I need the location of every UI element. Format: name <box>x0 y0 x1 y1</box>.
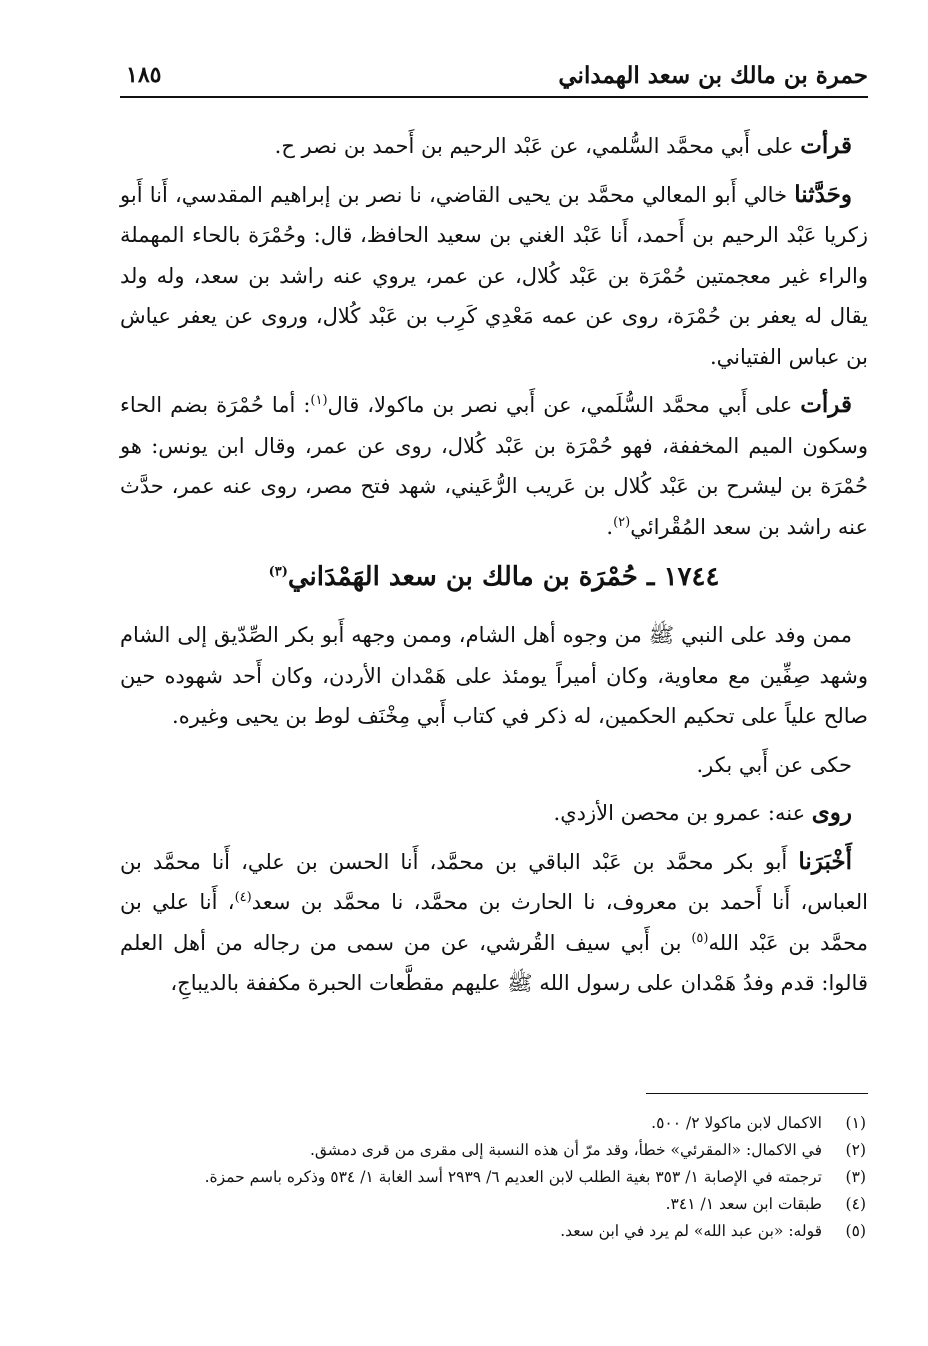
paragraph-4 <box>120 615 868 737</box>
keyword-qaraat: قرأت <box>800 132 852 159</box>
paragraph-5 <box>120 745 868 786</box>
footnote-number: (٤) <box>845 1195 866 1213</box>
paragraph-2-text: خالي أَبو المعالي محمَّد بن يحيى القاضي، نا نصر بن إبراهيم المقدسي، أَنا أَبو زكريا عَبْد الرحيم بن أَحمد، أَنا عَبْد الغني بن سعيد الحافظ، قال: وحُمْرَة بالحاء المهملة والراء غير معجمتين حُمْرَة بن عَبْد كُلال، عن عمر، يروي عنه راشد بن سعد، وله ولد يقال له يعفر بن حُمْرَة، روى عن عمه مَعْدِي كَرِب بن عَبْد كُلال، وروى عن يعفر عياش بن عباس الفتياني. <box>120 182 868 369</box>
footnote-text: في الاكمال: «المقرئي» خطأ، وقد مرّ أن هذه النسبة إلى مقرى من قرى دمشق. <box>309 1141 822 1159</box>
paragraph-3 <box>120 385 868 547</box>
footnotes <box>120 1110 866 1245</box>
paragraph-3-text-b: : أما حُمْرَة بضم الحاء وسكون الميم المخففة، فهو حُمْرَة بن عَبْد كُلال، روى عن عمر، وقال ابن يونس: هو حُمْرَة بن ليشرح بن عَبْد كُلال بن عَريب الرُّعَيني، شهد فتح مصر، روى عنه عمر، حدَّث عنه راشد بن سعد المُقْرائي <box>120 393 868 539</box>
keyword-haddathana: وحَدَّثنا <box>794 180 852 208</box>
paragraph-6 <box>120 793 868 834</box>
running-title: حمرة بن مالك بن سعد الهمداني <box>558 62 868 89</box>
paragraph-4-text: ممن وفد على النبي ﷺ من وجوه أهل الشام، وممن وجهه أَبو بكر الصِّدّيق إلى الشام وشهد صِفِّين مع معاوية، وكان أميراً يومئذ على هَمْدان الأردن، وكان أَحد شهوده حين صالح علياً على تحكيم الحكمين، له ذكر في كتاب أَبي مِخْنَف لوط بن يحيى وغيره. <box>120 623 868 728</box>
paragraph-7-text-c: بن أَبي سيف القُرشي، عن من سمى من رجاله من أهل العلم قالوا: قدم وفدُ هَمْدان على رسول الله ﷺ عليهم مقطَّعات الحبرة مكففة بالديباجِ، <box>120 930 868 995</box>
footnote-number: (٢) <box>845 1141 866 1159</box>
page-number: ١٨٥ <box>126 62 162 88</box>
footnote-ref-3[interactable]: (٣) <box>268 564 288 580</box>
entry-heading <box>120 555 868 597</box>
paragraph-2 <box>120 175 868 378</box>
footnote-number: (٥) <box>845 1222 866 1240</box>
footnote-ref-5[interactable]: (٥) <box>691 930 709 946</box>
keyword-qaraat-2: قرأت <box>800 391 852 418</box>
footnote-number: (١) <box>845 1114 866 1132</box>
footnote-text: الاكمال لابن ماكولا ٢/ ٥٠٠. <box>651 1114 822 1132</box>
keyword-rawa: روى <box>811 799 852 826</box>
paragraph-7-text-b: ، أَنا علي بن محمَّد بن عَبْد الله <box>120 890 868 955</box>
paragraph-5-text: حكى عن أَبي بكر. <box>696 752 852 777</box>
paragraph-3-text-c: . <box>606 514 614 539</box>
footnote-text: قوله: «بن عبد الله» لم يرد في ابن سعد. <box>560 1222 822 1240</box>
footnote-3 <box>120 1164 866 1191</box>
footnote-divider <box>646 1093 868 1094</box>
footnote-text: ترجمته في الإصابة ١/ ٣٥٣ بغية الطلب لابن العديم ٦/ ٢٩٣٩ أسد الغابة ١/ ٥٣٤ وذكره باسم حمزة. <box>204 1168 822 1186</box>
footnote-ref-2[interactable]: (٢) <box>613 514 631 530</box>
footnote-5 <box>120 1218 866 1245</box>
footnote-2 <box>120 1137 866 1164</box>
keyword-akhbarana: أَخْبَرَنا <box>798 847 852 875</box>
paragraph-6-text: عنه: عمرو بن محصن الأزدي. <box>553 801 812 825</box>
entry-heading-text: ١٧٤٤ ـ حُمْرَة بن مالك بن سعد الهَمْدَاني <box>287 562 720 592</box>
footnote-4 <box>120 1191 866 1218</box>
page-header <box>120 56 868 98</box>
main-text <box>120 126 868 1004</box>
paragraph-1-text: على أَبي محمَّد السُّلمي، عن عَبْد الرحيم بن أَحمد بن نصر ح. <box>274 134 801 158</box>
footnote-ref-4[interactable]: (٤) <box>234 890 252 905</box>
paragraph-7 <box>120 842 868 1004</box>
footnote-ref-1[interactable]: (١) <box>310 393 328 408</box>
footnote-1 <box>120 1110 866 1137</box>
footnote-text: طبقات ابن سعد ١/ ٣٤١. <box>665 1195 822 1213</box>
footnote-number: (٣) <box>845 1168 866 1186</box>
paragraph-1 <box>120 126 868 167</box>
paragraph-7-text-a: أَبو بكر محمَّد بن عَبْد الباقي بن محمَّد، أَنا الحسن بن علي، أَنا محمَّد بن العباس، أَنا أَحمد بن معروف، نا الحارث بن محمَّد، نا محمَّد بن سعد <box>120 849 868 914</box>
paragraph-3-text-a: على أَبي محمَّد السُّلَمي، عن أَبي نصر بن ماكولا، قال <box>327 393 801 417</box>
